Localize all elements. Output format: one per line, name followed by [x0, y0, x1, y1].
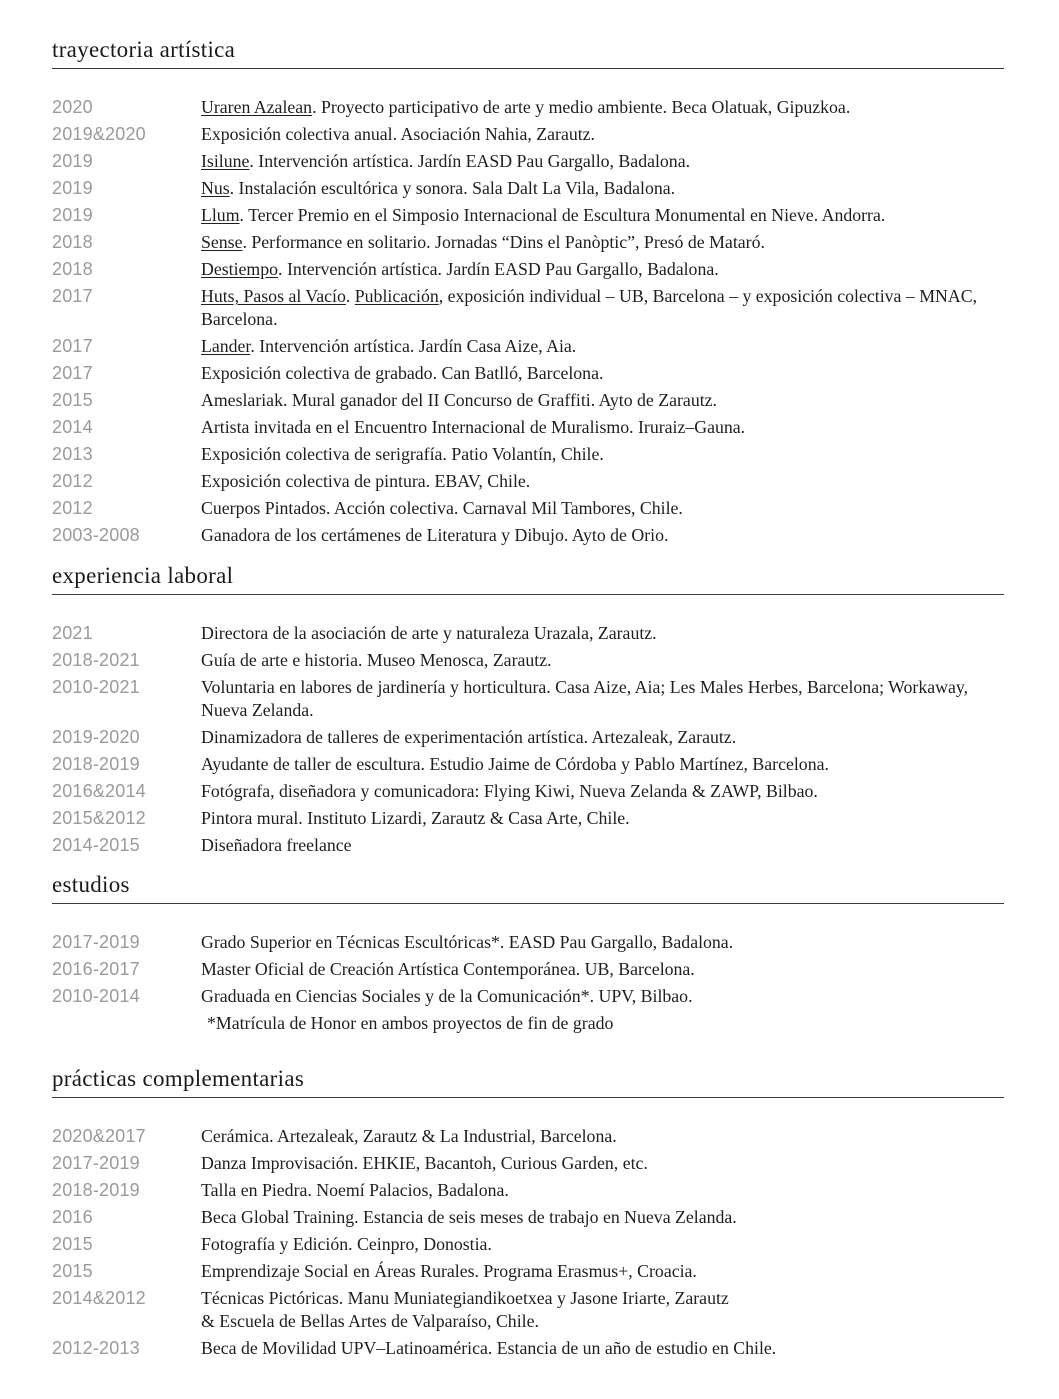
entry-text: Técnicas Pictóricas. Manu Muniategiandikoetxea y Jasone Iriarte, Zarautz & Escuela de Bellas Artes de Valparaíso, Chile.: [201, 1288, 729, 1331]
entry-year: 2014-2015: [52, 835, 140, 855]
entry-text: Llum. Tercer Premio en el Simposio Internacional de Escultura Monumental en Nieve. Andorra.: [201, 205, 886, 225]
entry-row: [52, 956, 1004, 983]
project-link[interactable]: Sense: [201, 232, 243, 252]
entry-text: Ameslariak. Mural ganador del II Concurso de Graffiti. Ayto de Zarautz.: [201, 390, 717, 410]
entry-row: [52, 778, 1004, 805]
entry-text: Guía de arte e historia. Museo Menosca, Zarautz.: [201, 650, 552, 670]
entry-list: [52, 94, 1004, 549]
entry-text: Ayudante de taller de escultura. Estudio Jaime de Córdoba y Pablo Martínez, Barcelona.: [201, 754, 829, 774]
entry-text: Voluntaria en labores de jardinería y horticultura. Casa Aize, Aia; Les Males Herbes, Barcelona; Workaway, Nueva Zelanda.: [201, 677, 969, 720]
entry-row: [52, 148, 1004, 175]
entry-year: 2019: [52, 178, 93, 198]
entry-text: Sense. Performance en solitario. Jornadas “Dins el Panòptic”, Presó de Mataró.: [201, 232, 765, 252]
section-practicas: [52, 1064, 1004, 1362]
project-link[interactable]: Llum: [201, 205, 240, 225]
entry-year: 2012: [52, 471, 93, 491]
entry-row: [52, 441, 1004, 468]
entry-row: [52, 256, 1004, 283]
entry-text: Fotógrafa, diseñadora y comunicadora: Flying Kiwi, Nueva Zelanda & ZAWP, Bilbao.: [201, 781, 818, 801]
entry-year: 2018-2021: [52, 650, 140, 670]
entry-row: [52, 360, 1004, 387]
entry-text: Nus. Instalación escultórica y sonora. Sala Dalt La Vila, Badalona.: [201, 178, 676, 198]
entry-text: Isilune. Intervención artística. Jardín EASD Pau Gargallo, Badalona.: [201, 151, 691, 171]
entry-row: [52, 522, 1004, 549]
entry-year: 2014&2012: [52, 1288, 146, 1308]
entry-text: Destiempo. Intervención artística. Jardín EASD Pau Gargallo, Badalona.: [201, 259, 719, 279]
entry-text: Master Oficial de Creación Artística Contemporánea. UB, Barcelona.: [201, 959, 695, 979]
entry-text: Exposición colectiva de serigrafía. Patio Volantín, Chile.: [201, 444, 604, 464]
publication-link[interactable]: Publicación: [354, 286, 439, 306]
entry-text: Exposición colectiva de pintura. EBAV, Chile.: [201, 471, 531, 491]
entry-row: [52, 414, 1004, 441]
entry-text: Talla en Piedra. Noemí Palacios, Badalona.: [201, 1180, 509, 1200]
entry-row: [52, 1335, 1004, 1362]
section-divider: [52, 594, 1004, 595]
section-title: estudios: [52, 872, 130, 897]
entry-text: Exposición colectiva anual. Asociación Nahia, Zarautz.: [201, 124, 596, 144]
entry-text: Graduada en Ciencias Sociales y de la Comunicación*. UPV, Bilbao.: [201, 986, 693, 1006]
section-estudios: [52, 870, 1004, 1036]
entry-year: 2016-2017: [52, 959, 140, 979]
entry-year: 2018: [52, 232, 93, 252]
entry-row: [52, 94, 1004, 121]
entry-year: 2018-2019: [52, 754, 140, 774]
entry-year: 2020: [52, 97, 93, 117]
entry-year: 2017-2019: [52, 1153, 140, 1173]
entry-list: [52, 929, 1004, 1036]
entry-text: Ganadora de los certámenes de Literatura y Dibujo. Ayto de Orio.: [201, 525, 669, 545]
entry-text: Danza Improvisación. EHKIE, Bacantoh, Curious Garden, etc.: [201, 1153, 648, 1173]
section-title: trayectoria artística: [52, 37, 236, 62]
entry-list: [52, 1123, 1004, 1362]
entry-row: [52, 202, 1004, 229]
entry-text: Emprendizaje Social en Áreas Rurales. Programa Erasmus+, Croacia.: [201, 1261, 697, 1281]
entry-year: 2019: [52, 205, 93, 225]
entry-row: [52, 1123, 1004, 1150]
entry-year: 2019: [52, 151, 93, 171]
entry-text: Artista invitada en el Encuentro Internacional de Muralismo. Iruraiz–Gauna.: [201, 417, 746, 437]
entry-row: [52, 724, 1004, 751]
entry-year: 2012-2013: [52, 1338, 140, 1358]
entry-row: [52, 983, 1004, 1010]
section-trayectoria: [52, 35, 1004, 549]
entry-year: 2017: [52, 336, 93, 356]
entry-year: 2015: [52, 1261, 93, 1281]
entry-row: [52, 468, 1004, 495]
entry-year: 2021: [52, 623, 93, 643]
entry-year: 2014: [52, 417, 93, 437]
entry-row: [52, 929, 1004, 956]
entry-year: 2019-2020: [52, 727, 140, 747]
entry-row: [52, 832, 1004, 859]
entry-row: [52, 674, 1004, 724]
entry-year: 2018: [52, 259, 93, 279]
entry-year: 2017: [52, 363, 93, 383]
project-link[interactable]: Nus: [201, 178, 230, 198]
entry-year: 2016&2014: [52, 781, 146, 801]
entry-text: Beca de Movilidad UPV–Latinoamérica. Estancia de un año de estudio en Chile.: [201, 1338, 777, 1358]
entry-text: Directora de la asociación de arte y naturaleza Urazala, Zarautz.: [201, 623, 657, 643]
entry-text: Fotografía y Edición. Ceinpro, Donostia.: [201, 1234, 492, 1254]
entry-year: 2003-2008: [52, 525, 140, 545]
entry-list: [52, 620, 1004, 859]
entry-row: [52, 1285, 1004, 1335]
entry-year: 2016: [52, 1207, 93, 1227]
entry-row: [52, 647, 1004, 674]
entry-text: Beca Global Training. Estancia de seis meses de trabajo en Nueva Zelanda.: [201, 1207, 737, 1227]
project-link[interactable]: Lander: [201, 336, 251, 356]
entry-text: Grado Superior en Técnicas Escultóricas*. EASD Pau Gargallo, Badalona.: [201, 932, 734, 952]
project-link[interactable]: Huts, Pasos al Vacío: [201, 286, 346, 306]
entry-text: Lander. Intervención artística. Jardín Casa Aize, Aia.: [201, 336, 577, 356]
entry-year: 2020&2017: [52, 1126, 146, 1146]
entry-row: [52, 121, 1004, 148]
entry-row: [52, 1177, 1004, 1204]
entry-text: Exposición colectiva de grabado. Can Batlló, Barcelona.: [201, 363, 604, 383]
footnote: *Matrícula de Honor en ambos proyectos de fin de grado: [207, 1013, 614, 1033]
entry-year: 2013: [52, 444, 93, 464]
entry-year: 2012: [52, 498, 93, 518]
entry-year: 2017: [52, 286, 93, 306]
entry-row: [52, 333, 1004, 360]
entry-text: Huts, Pasos al Vacío. Publicación, exposición individual – UB, Barcelona – y exposición colectiva – MNAC, Barcelona.: [201, 286, 978, 329]
entry-row: [52, 805, 1004, 832]
entry-year: 2010-2021: [52, 677, 140, 697]
entry-year: 2010-2014: [52, 986, 140, 1006]
project-link[interactable]: Isilune: [201, 151, 250, 171]
project-link[interactable]: Destiempo: [201, 259, 279, 279]
section-divider: [52, 68, 1004, 69]
entry-year: 2018-2019: [52, 1180, 140, 1200]
entry-row: [52, 175, 1004, 202]
entry-row: [52, 1258, 1004, 1285]
entry-text: Diseñadora freelance: [201, 835, 352, 855]
entry-row: [52, 620, 1004, 647]
entry-text: Cuerpos Pintados. Acción colectiva. Carnaval Mil Tambores, Chile.: [201, 498, 683, 518]
entry-text: Uraren Azalean. Proyecto participativo de arte y medio ambiente. Beca Olatuak, Gipuzkoa.: [201, 97, 851, 117]
entry-row: [52, 387, 1004, 414]
section-experiencia: [52, 561, 1004, 859]
entry-text: Dinamizadora de talleres de experimentación artística. Artezaleak, Zarautz.: [201, 727, 737, 747]
section-title: experiencia laboral: [52, 563, 234, 588]
entry-year: 2015: [52, 390, 93, 410]
entry-text: Pintora mural. Instituto Lizardi, Zarautz & Casa Arte, Chile.: [201, 808, 630, 828]
entry-year: 2019&2020: [52, 124, 146, 144]
entry-row: [52, 283, 1004, 333]
entry-year: 2017-2019: [52, 932, 140, 952]
entry-row: [52, 229, 1004, 256]
section-title: prácticas complementarias: [52, 1066, 305, 1091]
project-link[interactable]: Uraren Azalean: [201, 97, 313, 117]
section-divider: [52, 903, 1004, 904]
entry-row: [52, 1231, 1004, 1258]
entry-year: 2015: [52, 1234, 93, 1254]
entry-row: [52, 1150, 1004, 1177]
entry-text: Cerámica. Artezaleak, Zarautz & La Industrial, Barcelona.: [201, 1126, 617, 1146]
entry-year: 2015&2012: [52, 808, 146, 828]
entry-row: [52, 1204, 1004, 1231]
entry-row: [52, 751, 1004, 778]
section-divider: [52, 1097, 1004, 1098]
entry-row: [52, 495, 1004, 522]
